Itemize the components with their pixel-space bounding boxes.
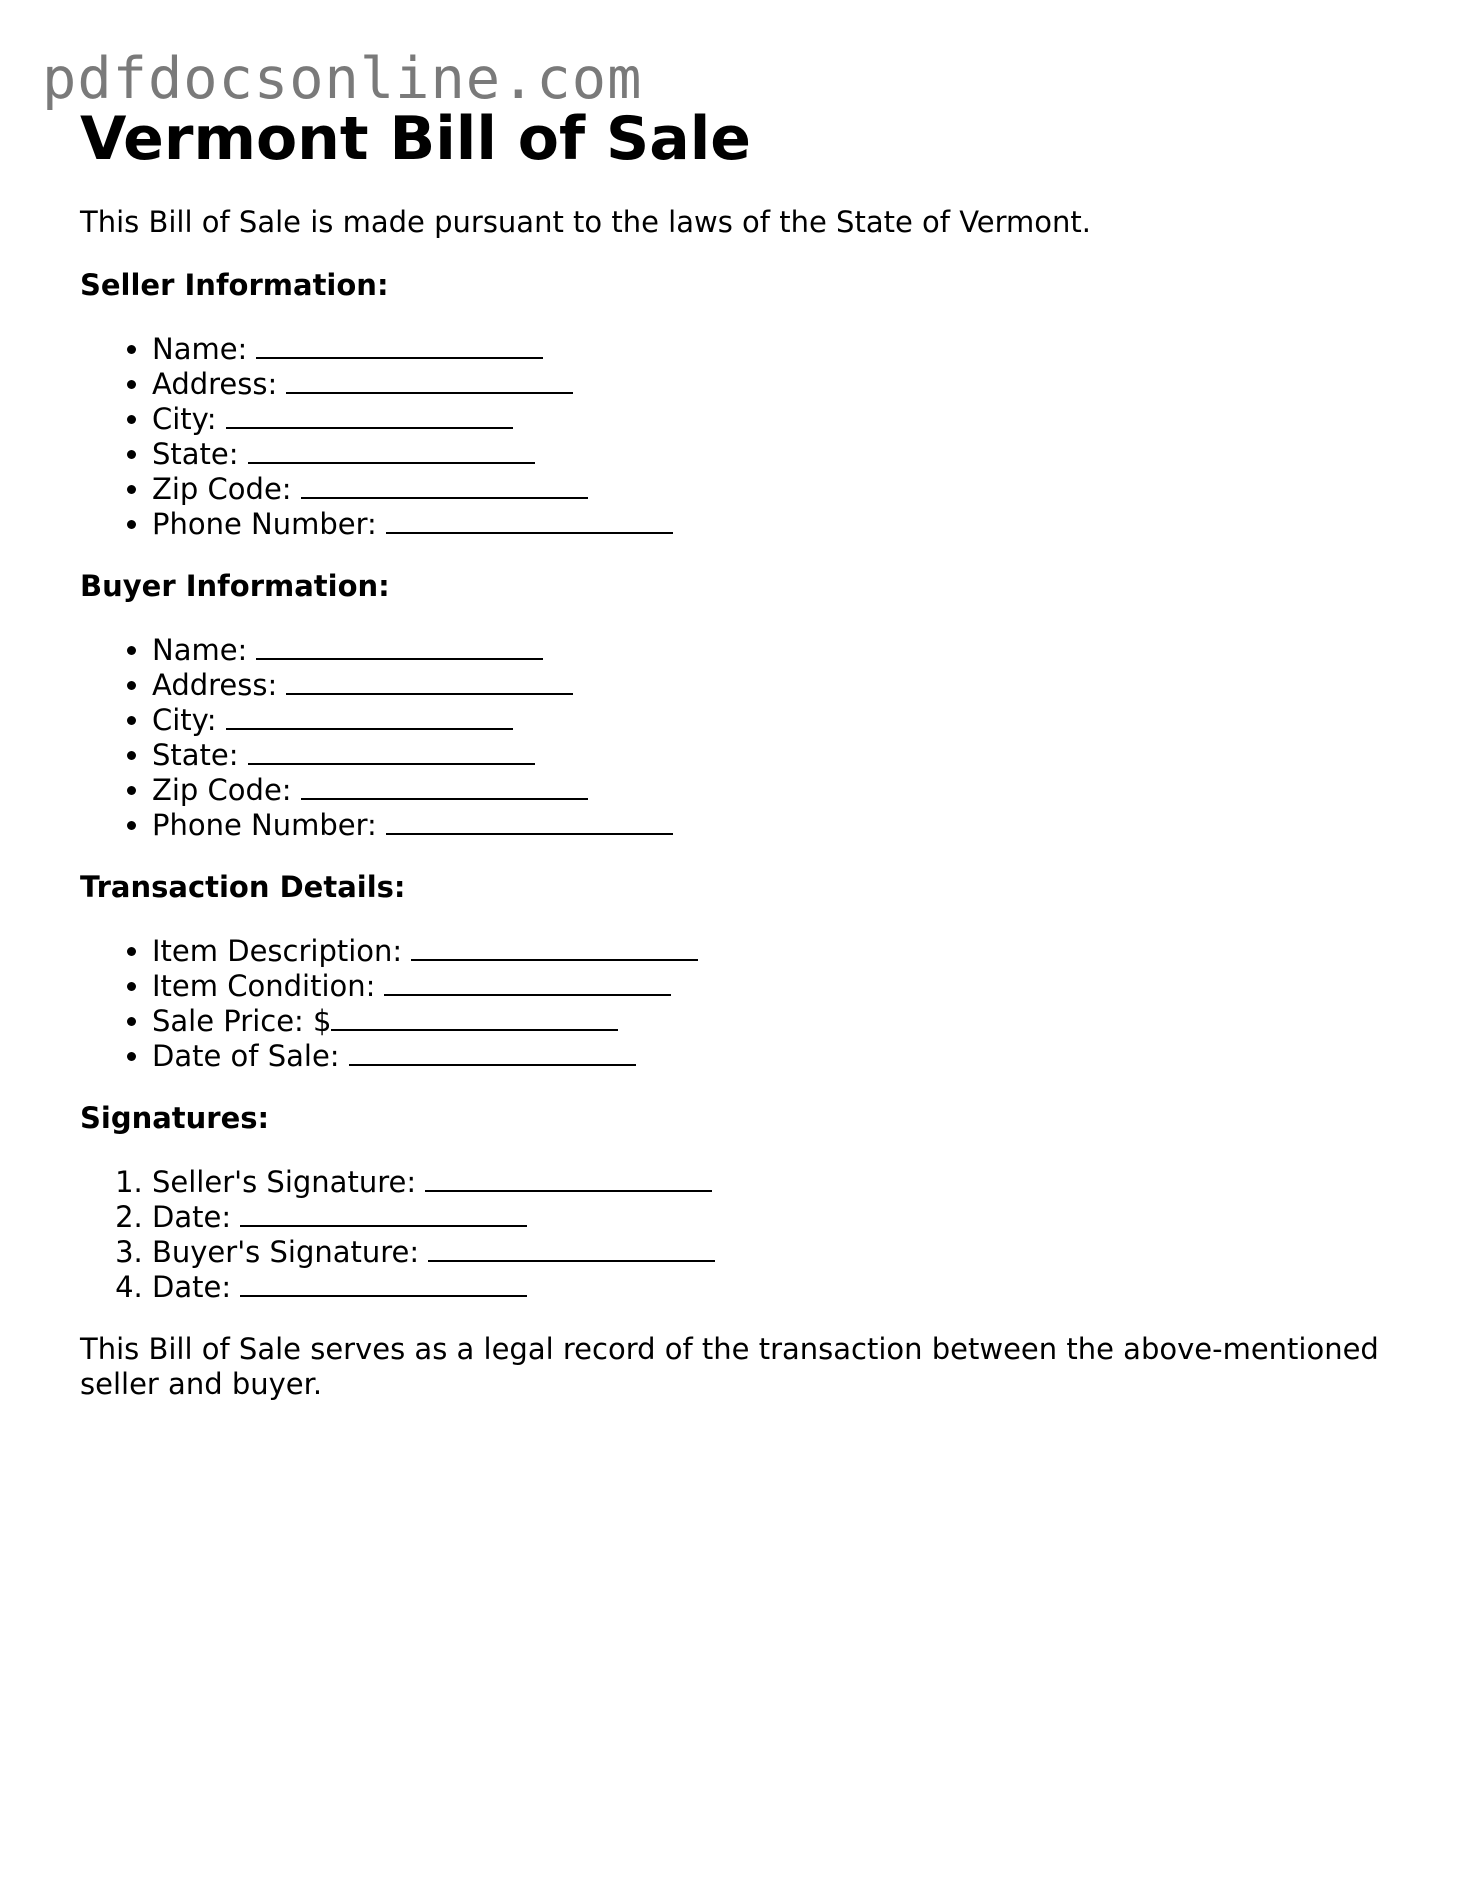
field-label: City: — [152, 703, 217, 737]
field-label: Name: — [152, 633, 248, 667]
buyer-phone-field — [152, 807, 1410, 842]
seller-date-blank[interactable] — [240, 1199, 527, 1227]
field-label: Phone Number: — [152, 808, 377, 842]
seller-signature-field — [152, 1164, 1410, 1199]
field-label: Sale Price: $ — [152, 1004, 332, 1038]
buyer-state-field — [152, 737, 1410, 772]
buyer-signature-blank[interactable] — [428, 1234, 715, 1262]
buyer-name-field — [152, 632, 1410, 667]
buyer-state-blank[interactable] — [248, 737, 535, 765]
field-label: State: — [152, 437, 239, 471]
seller-zip-blank[interactable] — [301, 471, 588, 499]
seller-name-blank[interactable] — [256, 331, 543, 359]
field-label: Item Condition: — [152, 969, 376, 1003]
buyer-section-heading: Buyer Information: — [80, 569, 390, 603]
field-label: Date: — [152, 1270, 232, 1304]
item-description-field — [152, 933, 1410, 968]
item-condition-field — [152, 968, 1410, 1003]
transaction-field-list — [80, 933, 1410, 1073]
buyer-signature-field — [152, 1234, 1410, 1269]
closing-paragraph: This Bill of Sale serves as a legal record of the transaction between the above-mentioned seller and buyer. — [80, 1332, 1379, 1401]
buyer-address-blank[interactable] — [286, 667, 573, 695]
intro-paragraph: This Bill of Sale is made pursuant to the laws of the State of Vermont. — [80, 205, 1091, 239]
buyer-zip-field — [152, 772, 1410, 807]
seller-address-blank[interactable] — [286, 366, 573, 394]
field-label: State: — [152, 738, 239, 772]
field-label: Item Description: — [152, 934, 403, 968]
seller-state-field — [152, 436, 1410, 471]
buyer-zip-blank[interactable] — [301, 772, 588, 800]
watermark-logo: pdfdocsonline.com — [42, 46, 643, 112]
date-of-sale-blank[interactable] — [349, 1038, 636, 1066]
buyer-name-blank[interactable] — [256, 632, 543, 660]
seller-field-list — [80, 331, 1410, 541]
signatures-section-heading: Signatures: — [80, 1101, 270, 1135]
item-condition-blank[interactable] — [384, 968, 671, 996]
seller-name-field — [152, 331, 1410, 366]
seller-phone-field — [152, 506, 1410, 541]
buyer-date-blank[interactable] — [240, 1269, 527, 1297]
field-label: City: — [152, 402, 217, 436]
field-label: Seller's Signature: — [152, 1165, 417, 1199]
seller-city-field — [152, 401, 1410, 436]
field-label: Zip Code: — [152, 472, 292, 506]
seller-section-heading: Seller Information: — [80, 268, 389, 302]
seller-zip-field — [152, 471, 1410, 506]
document-page — [80, 100, 1410, 1402]
seller-phone-blank[interactable] — [386, 506, 673, 534]
item-description-blank[interactable] — [411, 933, 698, 961]
seller-signature-blank[interactable] — [425, 1164, 712, 1192]
field-label: Buyer's Signature: — [152, 1235, 420, 1269]
field-label: Phone Number: — [152, 507, 377, 541]
buyer-field-list — [80, 632, 1410, 842]
sale-price-blank[interactable] — [331, 1003, 618, 1031]
buyer-phone-blank[interactable] — [386, 807, 673, 835]
transaction-section-heading: Transaction Details: — [80, 870, 406, 904]
seller-city-blank[interactable] — [226, 401, 513, 429]
signatures-field-list — [80, 1164, 1410, 1304]
field-label: Zip Code: — [152, 773, 292, 807]
page-title: Vermont Bill of Sale — [80, 104, 751, 174]
date-of-sale-field — [152, 1038, 1410, 1073]
buyer-city-field — [152, 702, 1410, 737]
field-label: Date: — [152, 1200, 232, 1234]
seller-date-field — [152, 1199, 1410, 1234]
buyer-address-field — [152, 667, 1410, 702]
field-label: Name: — [152, 332, 248, 366]
sale-price-field — [152, 1003, 1410, 1038]
seller-state-blank[interactable] — [248, 436, 535, 464]
buyer-date-field — [152, 1269, 1410, 1304]
field-label: Address: — [152, 367, 278, 401]
field-label: Date of Sale: — [152, 1039, 340, 1073]
field-label: Address: — [152, 668, 278, 702]
seller-address-field — [152, 366, 1410, 401]
buyer-city-blank[interactable] — [226, 702, 513, 730]
